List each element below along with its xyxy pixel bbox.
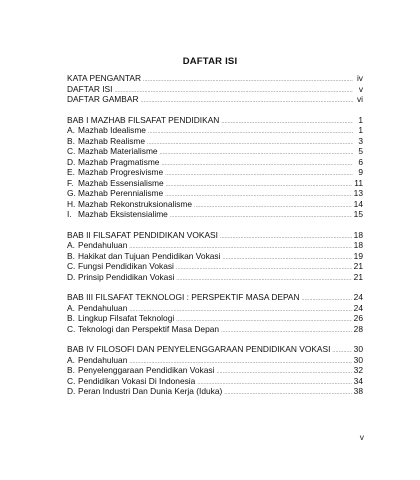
toc-entry-page: 19	[353, 250, 363, 261]
toc-entry-text: Pendahuluan	[78, 302, 128, 313]
toc-entry-letter: C.	[67, 375, 76, 386]
toc-entry-page: 1	[358, 114, 363, 125]
toc-entry-text: Mazhab Pragmatisme	[78, 156, 160, 167]
toc-entry-letter: A.	[67, 354, 75, 365]
toc-entry-page: 9	[358, 167, 363, 177]
toc-entry-label	[67, 365, 214, 376]
toc-entry-letter: A.	[67, 302, 75, 313]
toc-subentry[interactable]	[67, 355, 363, 366]
toc-subentry[interactable]	[67, 386, 363, 397]
toc-entry-letter: A.	[67, 125, 75, 135]
toc-entry-text: KATA PENGANTAR	[67, 73, 141, 83]
dot-leader	[220, 230, 352, 241]
toc-entry-label	[67, 146, 158, 157]
dot-leader	[302, 292, 352, 303]
toc-entry-label	[67, 94, 139, 105]
toc-entry[interactable]	[67, 344, 363, 355]
toc-entry-text: Mazhab Eksistensialime	[78, 209, 168, 219]
toc-entry-label	[67, 251, 220, 262]
toc-entry-text: Pendahuluan	[78, 240, 128, 250]
toc-entry-label	[67, 230, 218, 241]
toc-entry-label	[67, 157, 159, 168]
toc-entry-text: Pendidikan Vokasi Di Indonesia	[78, 375, 196, 386]
toc-entry-page: 1	[358, 125, 363, 135]
section-gap	[67, 220, 363, 230]
toc-entry-text: Mazhab Essensialisme	[78, 177, 164, 188]
toc-entry-text: Lingkup Filsafat Teknologi	[78, 313, 175, 323]
toc-entry-page: 30	[353, 354, 363, 365]
toc-subentry[interactable]	[67, 136, 363, 147]
toc-entry-text: Mazhab Idealisme	[78, 125, 146, 135]
toc-subentry[interactable]	[67, 251, 363, 262]
toc-entry-label	[67, 209, 168, 220]
toc-entry-text: Mazhab Progresivisme	[78, 167, 164, 177]
toc-entry-label	[67, 240, 127, 251]
toc-entry-page: 11	[354, 177, 363, 188]
dot-leader	[176, 261, 352, 272]
toc-entry-letter: I.	[67, 209, 72, 219]
toc-entry-page: 21	[353, 271, 363, 282]
dot-leader	[161, 157, 353, 168]
toc-entry-label	[67, 386, 222, 397]
toc-entry[interactable]	[67, 115, 363, 126]
dot-leader	[141, 94, 353, 105]
dot-leader	[176, 272, 351, 283]
toc-entry-page: 15	[353, 209, 363, 219]
toc-entry-text: Mazhab Realisme	[78, 135, 146, 146]
toc-entry-label	[67, 167, 163, 178]
page-number: v	[359, 432, 364, 442]
toc-subentry[interactable]	[67, 365, 363, 376]
toc-entry-page: 18	[353, 240, 363, 250]
toc-entry-text: Prinsip Pendidikan Vokasi	[78, 271, 175, 282]
toc-entry-page: vi	[356, 94, 363, 104]
dot-leader	[143, 73, 353, 84]
toc-entry-letter: B.	[67, 313, 75, 323]
toc-entry-letter: C.	[67, 323, 76, 334]
dot-leader	[114, 84, 353, 95]
toc-entry-text: Hakikat dan Tujuan Pendidikan Vokasi	[78, 250, 221, 261]
toc-subentry[interactable]	[67, 157, 363, 168]
toc-entry-label	[67, 303, 127, 314]
dot-leader	[332, 344, 351, 355]
toc-entry-page: 21	[353, 261, 363, 271]
dot-leader	[166, 178, 353, 189]
toc-entry-page: 24	[353, 302, 363, 313]
toc-entry-label	[67, 376, 195, 387]
toc-entry-page: 18	[353, 229, 363, 240]
toc-entry-label	[67, 355, 127, 366]
dot-leader	[129, 355, 351, 366]
dot-leader	[160, 146, 353, 157]
dot-leader	[129, 240, 351, 251]
toc-entry-letter: G.	[67, 188, 76, 198]
toc-subentry[interactable]	[67, 209, 363, 220]
toc-entry-page: 26	[353, 313, 363, 323]
dot-leader	[147, 136, 353, 147]
toc-subentry[interactable]	[67, 240, 363, 251]
toc-subentry[interactable]	[67, 167, 363, 178]
toc-entry-text: DAFTAR ISI	[67, 83, 113, 94]
toc-entry-text: DAFTAR GAMBAR	[67, 94, 139, 104]
toc-entry-letter: H.	[67, 198, 76, 209]
toc-entry-page: 6	[358, 156, 363, 167]
toc-entry-label	[67, 199, 192, 210]
toc-entry-label	[67, 188, 163, 199]
toc-entry-page: 14	[353, 198, 363, 209]
toc-subentry[interactable]	[67, 313, 363, 324]
toc-entry-text: Fungsi Pendidikan Vokasi	[78, 261, 174, 271]
dot-leader	[170, 209, 352, 220]
toc-entry-letter: D.	[67, 156, 76, 167]
toc-subentry[interactable]	[67, 188, 363, 199]
toc-entry[interactable]	[67, 292, 363, 303]
toc-entry-label	[67, 136, 145, 147]
toc-entry-page: 24	[353, 292, 363, 302]
table-of-contents	[67, 73, 363, 397]
toc-entry-letter: B.	[67, 250, 75, 261]
toc-entry-letter: D.	[67, 271, 76, 282]
dot-leader	[129, 303, 351, 314]
dot-leader	[165, 188, 351, 199]
toc-entry-letter: E.	[67, 167, 75, 177]
toc-entry-label	[67, 261, 174, 272]
toc-entry-text: BAB II FILSAFAT PENDIDIKAN VOKASI	[67, 229, 218, 240]
toc-entry-letter: A.	[67, 240, 75, 250]
dot-leader	[216, 365, 351, 376]
dot-leader	[194, 199, 352, 210]
toc-entry-letter: C.	[67, 261, 76, 271]
toc-entry-page: 28	[353, 323, 363, 334]
toc-entry-page: 3	[358, 135, 363, 146]
dot-leader	[224, 386, 351, 397]
toc-entry-label	[67, 272, 174, 283]
dot-leader	[221, 324, 352, 335]
toc-entry-label	[67, 292, 300, 303]
toc-entry-label	[67, 73, 141, 84]
toc-subentry[interactable]	[67, 178, 363, 189]
toc-entry-page: 30	[353, 344, 363, 354]
toc-entry-letter: C.	[67, 146, 76, 156]
toc-entry-page: iv	[356, 73, 363, 83]
section-gap	[67, 282, 363, 292]
toc-entry-letter: B.	[67, 365, 75, 375]
toc-entry[interactable]	[67, 230, 363, 241]
toc-entry-label	[67, 125, 146, 136]
dot-leader	[221, 115, 353, 126]
page-title: DAFTAR ISI	[182, 56, 238, 67]
toc-entry-label	[67, 84, 112, 95]
dot-leader	[197, 376, 351, 387]
toc-subentry[interactable]	[67, 272, 363, 283]
dot-leader	[165, 167, 353, 178]
toc-subentry[interactable]	[67, 376, 363, 387]
toc-entry-label	[67, 313, 174, 324]
dot-leader	[176, 313, 351, 324]
toc-subentry[interactable]	[67, 324, 363, 335]
toc-entry-text: Pendahuluan	[78, 354, 128, 365]
dot-leader	[222, 251, 351, 262]
toc-entry-text: Mazhab Perennialisme	[78, 188, 164, 198]
toc-entry-label	[67, 115, 219, 126]
toc-entry-label	[67, 344, 330, 355]
toc-entry-label	[67, 324, 219, 335]
toc-subentry[interactable]	[67, 146, 363, 157]
toc-entry[interactable]	[67, 94, 363, 105]
toc-entry-text: Mazhab Rekonstruksionalisme	[78, 198, 193, 209]
toc-subentry[interactable]	[67, 261, 363, 272]
toc-entry-text: Mazhab Materialisme	[78, 146, 158, 156]
toc-entry-page: 38	[353, 386, 363, 396]
toc-entry-page: v	[358, 83, 363, 94]
toc-entry-page: 5	[358, 146, 363, 156]
section-gap	[67, 334, 363, 344]
toc-entry-page: 13	[353, 188, 363, 198]
toc-entry-text: Penyelenggaraan Pendidikan Vokasi	[78, 365, 215, 375]
toc-entry-letter: F.	[67, 177, 74, 188]
toc-entry[interactable]	[67, 84, 363, 95]
toc-subentry[interactable]	[67, 199, 363, 210]
toc-entry-text: BAB I MAZHAB FILSAFAT PENDIDIKAN	[67, 114, 220, 125]
toc-entry-letter: B.	[67, 135, 75, 146]
toc-subentry[interactable]	[67, 303, 363, 314]
section-gap	[67, 105, 363, 115]
toc-subentry[interactable]	[67, 125, 363, 136]
toc-entry-page: 34	[353, 375, 363, 386]
toc-entry[interactable]	[67, 73, 363, 84]
toc-entry-text: BAB III FILSAFAT TEKNOLOGI : PERSPEKTIF MASA DEPAN	[67, 292, 300, 302]
toc-entry-label	[67, 178, 164, 189]
toc-entry-page: 32	[353, 365, 363, 375]
toc-entry-text: Peran Industri Dan Dunia Kerja (Iduka)	[78, 386, 223, 396]
toc-entry-text: BAB IV FILOSOFI DAN PENYELENGGARAAN PENDIDIKAN VOKASI	[67, 344, 331, 354]
dot-leader	[148, 125, 353, 136]
toc-entry-text: Teknologi dan Perspektif Masa Depan	[78, 323, 220, 334]
toc-entry-letter: D.	[67, 386, 76, 396]
